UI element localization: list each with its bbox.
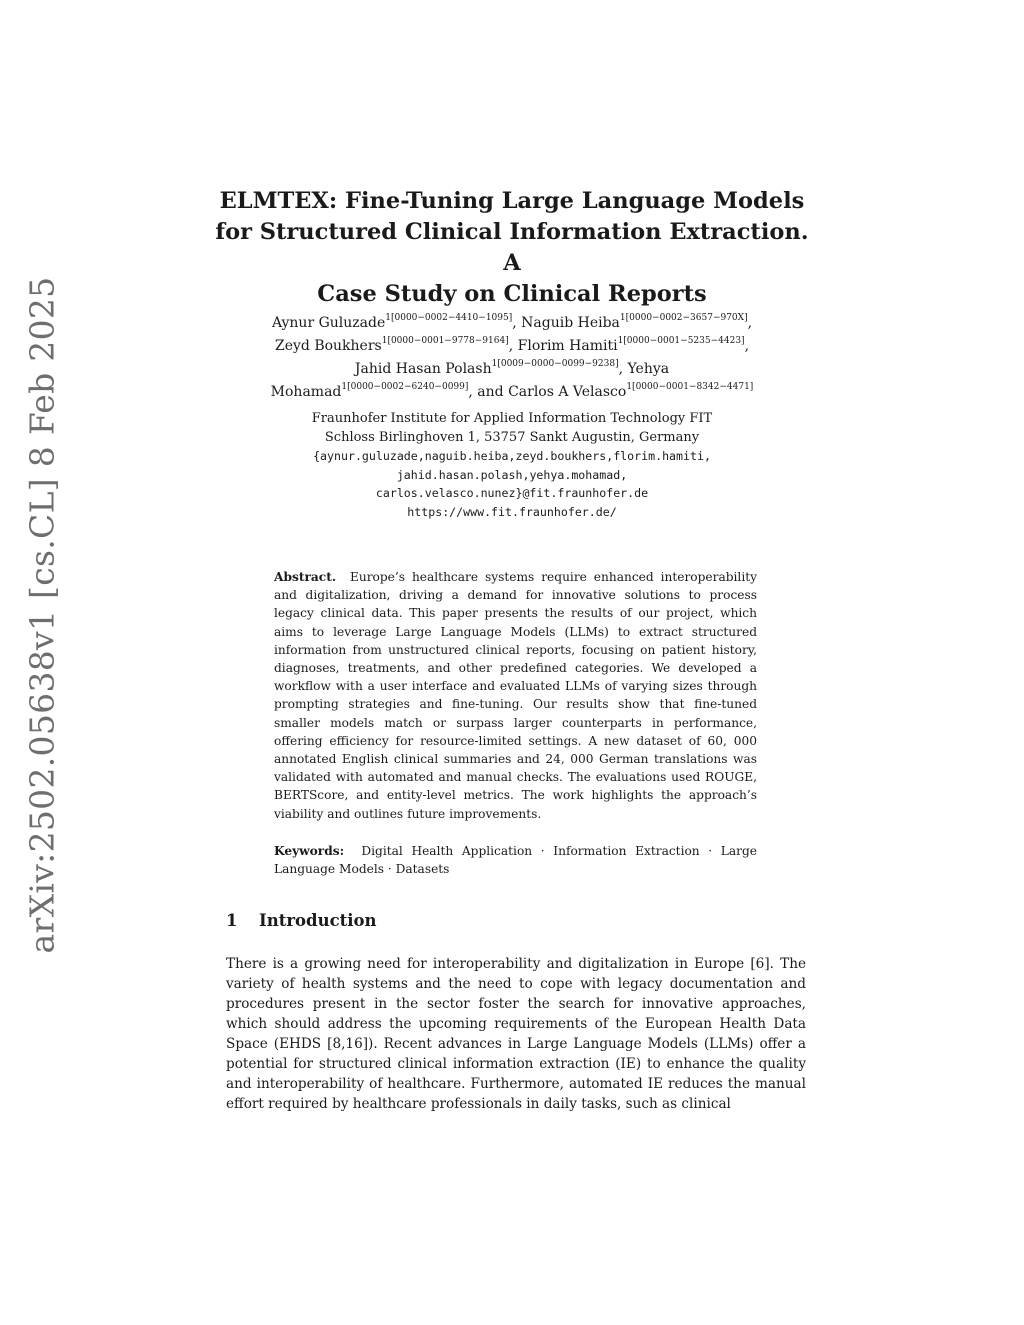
author-separator: , — [747, 315, 753, 331]
keywords-text: Digital Health Application · Information Extraction · Large Language Models · Datasets — [274, 844, 758, 877]
author-orcid: 1[0000−0002−3657−970X] — [619, 313, 748, 324]
affiliation-block — [212, 410, 812, 521]
author-name: Naguib Heiba — [521, 315, 620, 331]
author-line — [212, 381, 812, 404]
author-name: Florim Hamiti — [517, 338, 618, 354]
author-orcid: 1[0009−0000−0099−9238] — [491, 359, 619, 370]
author-emails: carlos.velasco.nunez}@fit.fraunhofer.de — [375, 486, 649, 500]
author-name-last: Mohamad — [270, 384, 342, 400]
author-orcid: 1[0000−0001−5235−4423] — [617, 336, 745, 347]
author-line — [212, 358, 812, 381]
institute-address: Schloss Birlinghoven 1, 53757 Sankt Augustin, Germany — [324, 429, 700, 445]
author-separator: , — [618, 361, 628, 377]
author-orcid: 1[0000−0002−4410−1095] — [385, 313, 513, 324]
author-separator: , — [744, 338, 750, 354]
author-name: Jahid Hasan Polash — [354, 361, 492, 377]
author-separator: , — [508, 338, 518, 354]
author-name-first: Yehya — [627, 361, 670, 377]
title-line: Case Study on Clinical Reports — [317, 281, 707, 307]
keywords — [274, 842, 757, 878]
abstract — [274, 568, 757, 823]
intro-paragraph: There is a growing need for interoperability and digitalization in Europe [6]. The variety of health systems and the need to cope with legacy documentation and procedures present in the sector foster the search for innovative approaches, which should address the upcoming requirements of the European Health Data Space (EHDS [8,16]). Recent advances in Large Language Models (LLMs) offer a potential for structured clinical information extraction (IE) to enhance the quality and interoperability of healthcare. Furthermore, automated IE reduces the manual effort required by healthcare professionals in daily tasks, such as clinical — [226, 956, 806, 1112]
author-emails: {aynur.guluzade,naguib.heiba,zeyd.boukhers,florim.hamiti, — [313, 449, 711, 463]
abstract-text: Europe’s healthcare systems require enhanced interoperability and digitalization, driving a demand for innovative solutions to process legacy clinical data. This paper presents the results of our project, which aims to leverage Large Language Models (LLMs) to extract structured information from unstructured clinical reports, focusing on patient history, diagnoses, treatments, and other predefined categories. We developed a workflow with a user interface and evaluated LLMs of varying sizes through prompting strategies and fine-tuning. Our results show that fine-tuned smaller models match or surpass larger counterparts in performance, offering efficiency for resource-limited settings. A new dataset of 60, 000 annotated English clinical summaries and 24, 000 German translations was validated with automated and manual checks. The evaluations used ROUGE, BERTScore, and entity-level metrics. The work highlights the approach’s viability and outlines future improvements. — [274, 570, 757, 821]
title-line: ELMTEX: Fine-Tuning Large Language Models — [219, 188, 805, 214]
author-line — [212, 335, 812, 358]
author-orcid: 1[0000−0001−8342−4471] — [626, 382, 754, 393]
institute-name: Fraunhofer Institute for Applied Information Technology FIT — [311, 411, 713, 426]
author-orcid: 1[0000−0002−6240−0099] — [341, 382, 469, 393]
author-name: Zeyd Boukhers — [274, 338, 382, 354]
author-line — [212, 312, 812, 335]
author-separator: , — [512, 315, 522, 331]
author-separator: , and — [468, 384, 509, 400]
author-name: Aynur Guluzade — [271, 315, 386, 331]
keywords-label: Keywords: — [274, 844, 345, 858]
institute-url[interactable]: https://www.fit.fraunhofer.de/ — [407, 504, 617, 519]
arxiv-identifier: arXiv:2502.05638v1 [cs.CL] 8 Feb 2025 — [22, 276, 62, 954]
abstract-label: Abstract. — [274, 570, 337, 584]
section-heading — [226, 911, 377, 930]
section-title: Introduction — [259, 911, 377, 930]
author-list — [212, 312, 812, 404]
title-line: for Structured Clinical Information Extraction. A — [215, 219, 809, 276]
author-name: Carlos A Velasco — [508, 384, 627, 400]
section-number: 1 — [226, 911, 238, 930]
author-emails: jahid.hasan.polash,yehya.mohamad, — [396, 467, 628, 482]
paper-title — [212, 186, 812, 310]
author-orcid: 1[0000−0001−9778−9164] — [381, 336, 509, 347]
